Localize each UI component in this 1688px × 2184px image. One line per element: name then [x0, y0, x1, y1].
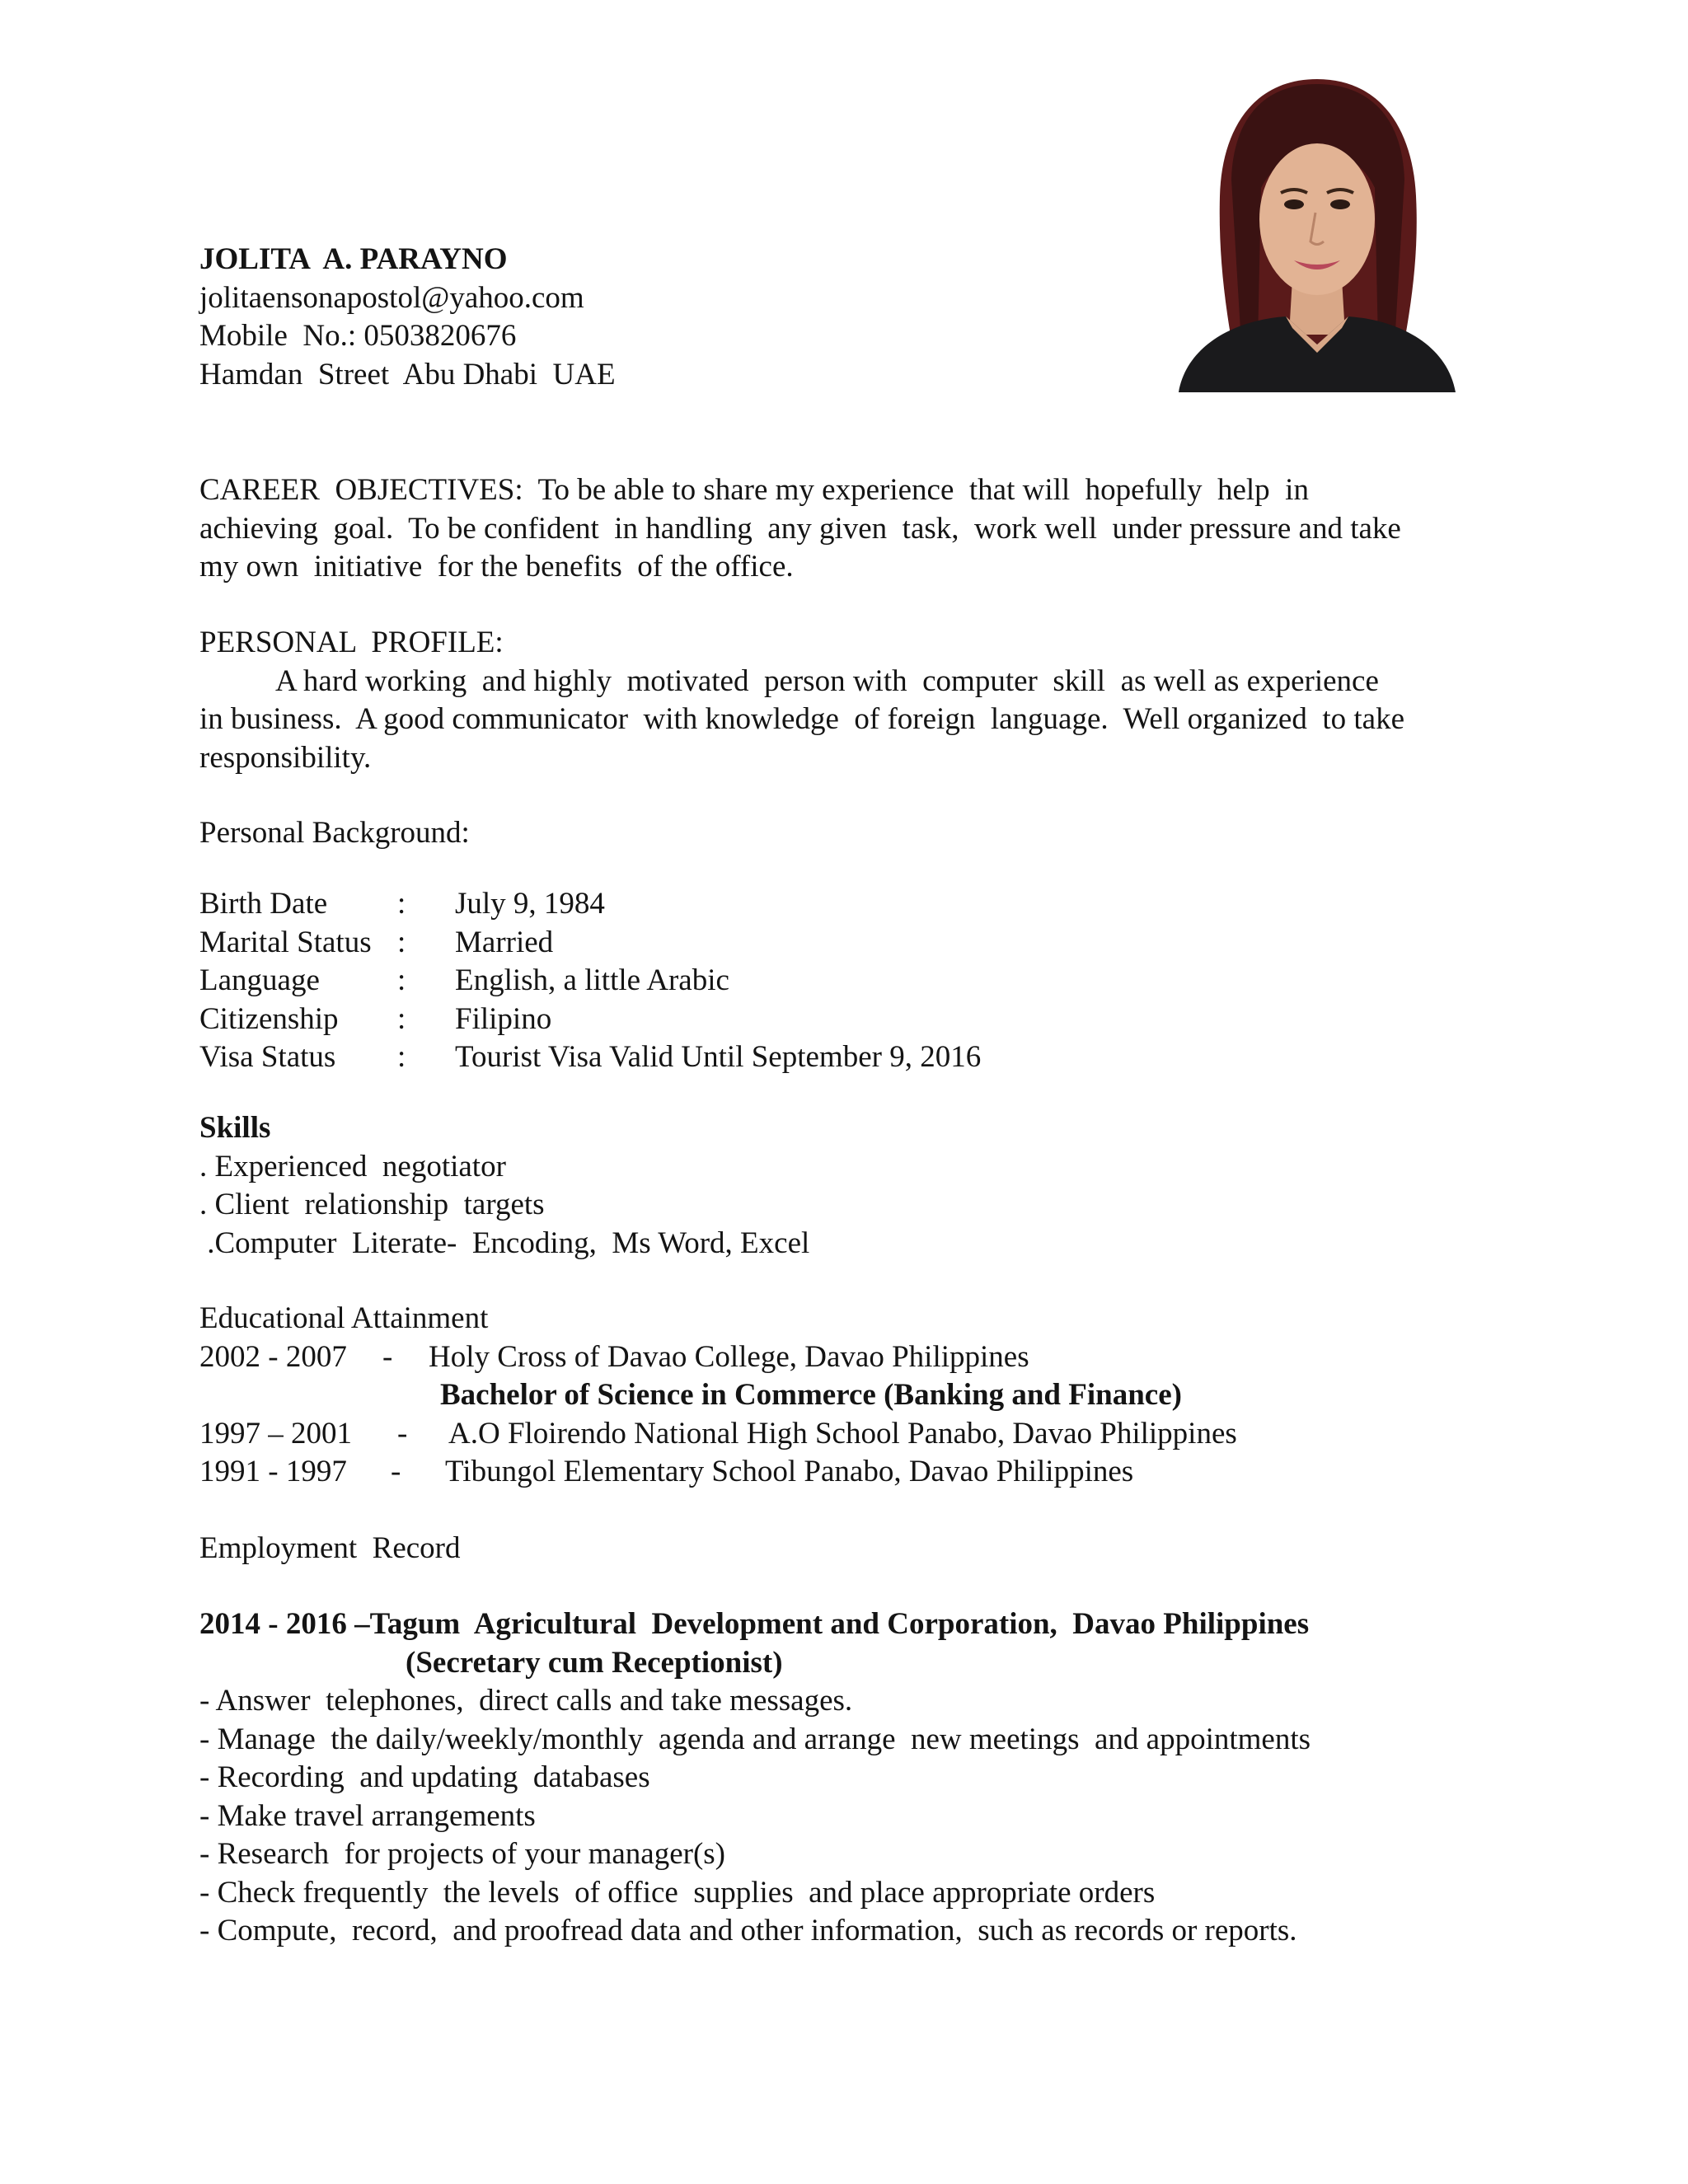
employment-position: (Secretary cum Receptionist): [406, 1645, 783, 1680]
profile-line: in business. A good communicator with knowledge of foreign language. Well organized to take: [199, 702, 1404, 736]
skill-item: . Experienced negotiator: [199, 1149, 506, 1183]
duty-item: - Research for projects of your manager(s): [199, 1837, 725, 1871]
education-degree: Bachelor of Science in Commerce (Banking and Finance): [440, 1378, 1182, 1412]
field-value: July 9, 1984: [455, 887, 605, 921]
section-heading-row: [199, 1300, 1485, 1338]
education-row: [199, 1415, 1485, 1454]
section-heading: Educational Attainment: [199, 1301, 489, 1335]
field-label: Marital Status: [199, 925, 372, 959]
applicant-name: JOLITA A. PARAYNO: [199, 242, 508, 276]
duty-item: - Manage the daily/weekly/monthly agenda and arrange new meetings and appointments: [199, 1722, 1311, 1756]
duty-item: - Check frequently the levels of office supplies and place appropriate orders: [199, 1875, 1156, 1910]
skills-section: [199, 1109, 1485, 1263]
education-years: 1991 - 1997: [199, 1455, 347, 1488]
skill-item: . Client relationship targets: [199, 1188, 545, 1221]
section-heading: PERSONAL PROFILE:: [199, 626, 504, 659]
field-colon: :: [397, 887, 406, 921]
field-value: Tourist Visa Valid Until September 9, 2016: [455, 1040, 982, 1074]
education-row: [199, 1338, 1485, 1377]
field-colon: :: [397, 1040, 406, 1074]
education-years: 2002 - 2007: [199, 1339, 347, 1374]
profile-line: A hard working and highly motivated person with computer skill as well as experience: [275, 663, 1379, 698]
mobile-text: Mobile No.: 0503820676: [199, 319, 517, 353]
field-colon: :: [397, 1001, 406, 1036]
duty-item: - Recording and updating databases: [199, 1760, 650, 1794]
section-heading: Employment Record: [199, 1531, 461, 1565]
field-label: Birth Date: [199, 887, 328, 921]
education-school: Tibungol Elementary School Panabo, Davao Philippines: [445, 1455, 1134, 1488]
profile-photo: [1162, 73, 1472, 392]
employment-record: [199, 1605, 1485, 1951]
field-value: Married: [455, 925, 554, 959]
education-school: Holy Cross of Davao College, Davao Philippines: [429, 1339, 1029, 1374]
background-heading-block: [199, 814, 1485, 853]
address-text: Hamdan Street Abu Dhabi UAE: [199, 357, 616, 391]
career-line: achieving goal. To be confident in handling any given task, work well under pressure and take: [199, 511, 1401, 546]
education-dash: -: [382, 1339, 393, 1374]
field-value: Filipino: [455, 1001, 552, 1036]
field-label: Citizenship: [199, 1001, 339, 1036]
career-line: CAREER OBJECTIVES: To be able to share my experience that will hopefully help in: [199, 473, 1309, 507]
employment-title: 2014 - 2016 –Tagum Agricultural Development and Corporation, Davao Philippines: [199, 1607, 1310, 1641]
duty-item: - Compute, record, and proofread data and other information, such as records or reports.: [199, 1914, 1297, 1947]
education-school: A.O Floirendo National High School Panabo, Davao Philippines: [448, 1416, 1237, 1451]
career-line: my own initiative for the benefits of the office.: [199, 550, 794, 583]
education-section: [199, 1300, 1485, 1492]
profile-line: responsibility.: [199, 740, 372, 775]
education-years: 1997 – 2001: [199, 1416, 352, 1451]
email-text: jolitaensonapostol@yahoo.com: [199, 280, 584, 315]
degree-row: [199, 1376, 1485, 1415]
skill-item: .Computer Literate- Encoding, Ms Word, Excel: [199, 1226, 810, 1260]
employment-heading-block: [199, 1530, 1485, 1568]
section-heading: Skills: [199, 1111, 271, 1145]
education-row: [199, 1453, 1485, 1492]
duty-item: - Answer telephones, direct calls and take messages.: [199, 1684, 853, 1718]
education-dash: -: [397, 1416, 408, 1451]
career-objectives: [199, 471, 1485, 587]
section-heading: Personal Background:: [199, 816, 470, 850]
portrait-image: [1162, 73, 1472, 392]
field-colon: :: [397, 925, 406, 959]
field-label: Visa Status: [199, 1040, 336, 1074]
personal-profile: [199, 624, 1485, 777]
field-value: English, a little Arabic: [455, 963, 729, 997]
field-label: Language: [199, 963, 320, 997]
field-colon: :: [397, 963, 406, 997]
education-dash: -: [391, 1455, 401, 1488]
duty-item: - Make travel arrangements: [199, 1798, 536, 1833]
